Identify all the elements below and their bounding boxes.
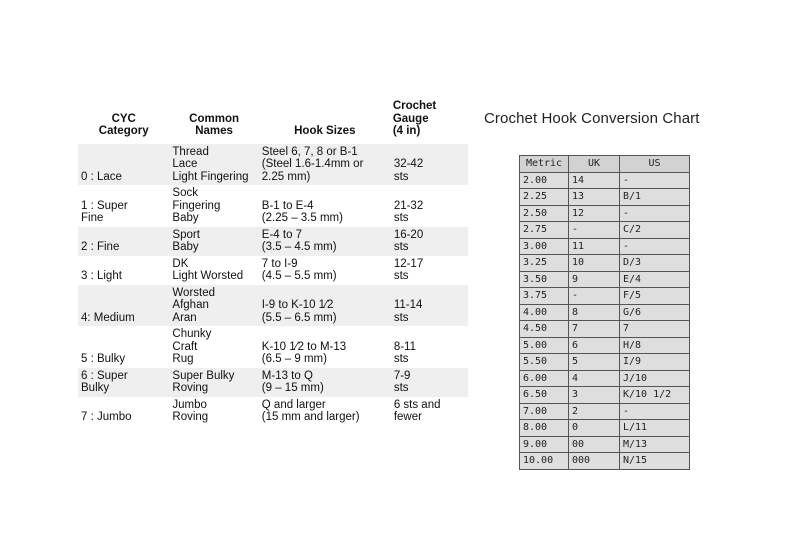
cell-metric: 6.50 <box>520 387 569 404</box>
table-row <box>520 172 690 189</box>
cell-metric: 2.00 <box>520 172 569 189</box>
cell-metric: 5.50 <box>520 354 569 371</box>
cell-us: J/10 <box>620 370 690 387</box>
cell-category: 0 : Lace <box>78 144 169 186</box>
cell-uk: 14 <box>569 172 620 189</box>
table-row <box>520 238 690 255</box>
table-row <box>520 420 690 437</box>
cell-us: - <box>620 205 690 222</box>
table-row <box>520 337 690 354</box>
table-row <box>520 255 690 272</box>
conversion-rows <box>520 172 690 469</box>
table-header-row <box>78 100 468 144</box>
cell-metric: 8.00 <box>520 420 569 437</box>
table-row <box>78 185 468 227</box>
cell-us: - <box>620 172 690 189</box>
cell-us: D/3 <box>620 255 690 272</box>
cell-gauge: 21-32 sts <box>393 199 424 224</box>
cell-metric: 4.00 <box>520 304 569 321</box>
cell-hook-sizes: I-9 to K-10 1⁄2 (5.5 – 6.5 mm) <box>259 285 391 327</box>
cell-us: - <box>620 238 690 255</box>
cell-us: H/8 <box>620 337 690 354</box>
cell-metric: 5.00 <box>520 337 569 354</box>
cell-gauge: 8-11 sts <box>393 340 416 365</box>
cell-metric: 2.50 <box>520 205 569 222</box>
header-crochet-gauge: Crochet Gauge (4 in) <box>392 100 437 137</box>
cell-us: B/1 <box>620 189 690 206</box>
table-row <box>520 205 690 222</box>
cell-uk: 13 <box>569 189 620 206</box>
cell-category: 4: Medium <box>78 285 169 327</box>
cell-uk: 8 <box>569 304 620 321</box>
cell-uk: 12 <box>569 205 620 222</box>
cell-us: C/2 <box>620 222 690 239</box>
table-row <box>520 271 690 288</box>
cell-common-names: DK Light Worsted <box>172 257 244 282</box>
cell-metric: 9.00 <box>520 436 569 453</box>
table-row <box>78 227 468 256</box>
cell-hook-sizes: Steel 6, 7, 8 or B-1 (Steel 1.6-1.4mm or 2.25 mm) <box>259 144 391 186</box>
cell-uk: - <box>569 288 620 305</box>
cell-hook-sizes: B-1 to E-4 (2.25 – 3.5 mm) <box>261 199 343 224</box>
cell-uk: 0 <box>569 420 620 437</box>
cell-uk: 5 <box>569 354 620 371</box>
cell-metric: 10.00 <box>520 453 569 470</box>
cell-us: M/13 <box>620 436 690 453</box>
cell-metric: 3.75 <box>520 288 569 305</box>
cell-uk: 3 <box>569 387 620 404</box>
cell-gauge: 12-17 sts <box>393 257 424 282</box>
cell-common-names: Sport Baby <box>169 227 258 256</box>
table-row <box>520 354 690 371</box>
cell-hook-sizes: M-13 to Q (9 – 15 mm) <box>259 368 391 397</box>
cell-category: 1 : Super Fine <box>81 199 128 224</box>
cell-metric: 6.00 <box>520 370 569 387</box>
cell-us: L/11 <box>620 420 690 437</box>
cell-uk: 00 <box>569 436 620 453</box>
cell-hook-sizes: K-10 1⁄2 to M-13 (6.5 – 9 mm) <box>261 340 347 365</box>
cell-hook-sizes: E-4 to 7 (3.5 – 4.5 mm) <box>259 227 391 256</box>
cell-uk: 9 <box>569 271 620 288</box>
yarn-category-rows <box>78 144 468 426</box>
table-row <box>520 370 690 387</box>
cell-us: I/9 <box>620 354 690 371</box>
hook-conversion-table <box>519 155 690 470</box>
table-row <box>78 397 468 426</box>
cell-metric: 3.00 <box>520 238 569 255</box>
cell-metric: 7.00 <box>520 403 569 420</box>
header-uk: UK <box>569 156 620 173</box>
cell-us: - <box>620 403 690 420</box>
cell-common-names: Chunky Craft Rug <box>172 328 212 365</box>
conversion-chart-title: Crochet Hook Conversion Chart <box>484 110 700 127</box>
header-cyc-category: CYC Category <box>98 112 149 137</box>
table-row <box>520 189 690 206</box>
table-row <box>520 304 690 321</box>
cell-uk: 11 <box>569 238 620 255</box>
cell-gauge: 16-20 sts <box>391 227 468 256</box>
conversion-header-row <box>520 156 690 173</box>
cell-gauge: 11-14 sts <box>391 285 468 327</box>
table-row <box>78 256 468 285</box>
cell-metric: 3.25 <box>520 255 569 272</box>
table-row <box>78 326 468 368</box>
cell-us: G/6 <box>620 304 690 321</box>
cell-us: N/15 <box>620 453 690 470</box>
cell-metric: 4.50 <box>520 321 569 338</box>
cell-category: 2 : Fine <box>78 227 169 256</box>
header-us: US <box>620 156 690 173</box>
cell-common-names: Super Bulky Roving <box>169 368 258 397</box>
cell-category: 3 : Light <box>81 270 122 282</box>
cell-common-names: Sock Fingering Baby <box>172 187 221 224</box>
table-row <box>78 285 468 327</box>
cell-hook-sizes: 7 to I-9 (4.5 – 5.5 mm) <box>261 257 337 282</box>
cell-uk: 000 <box>569 453 620 470</box>
cell-uk: 10 <box>569 255 620 272</box>
cell-us: E/4 <box>620 271 690 288</box>
cell-metric: 2.75 <box>520 222 569 239</box>
table-row <box>520 436 690 453</box>
cell-uk: - <box>569 222 620 239</box>
table-row <box>78 368 468 397</box>
cell-gauge: 6 sts and fewer <box>393 398 441 423</box>
yarn-category-table <box>78 100 468 426</box>
cell-hook-sizes: Q and larger (15 mm and larger) <box>261 398 360 423</box>
cell-gauge: 7-9 sts <box>391 368 468 397</box>
cell-us: F/5 <box>620 288 690 305</box>
cell-metric: 2.25 <box>520 189 569 206</box>
cell-uk: 7 <box>569 321 620 338</box>
header-hook-sizes: Hook Sizes <box>294 125 356 137</box>
cell-uk: 4 <box>569 370 620 387</box>
table-row <box>520 403 690 420</box>
cell-uk: 2 <box>569 403 620 420</box>
table-row <box>520 222 690 239</box>
table-row <box>78 144 468 186</box>
cell-metric: 3.50 <box>520 271 569 288</box>
cell-uk: 6 <box>569 337 620 354</box>
table-row <box>520 321 690 338</box>
table-row <box>520 387 690 404</box>
cell-gauge: 32-42 sts <box>391 144 468 186</box>
cell-us: K/10 1/2 <box>620 387 690 404</box>
cell-category: 7 : Jumbo <box>81 411 132 423</box>
cell-common-names: Thread Lace Light Fingering <box>169 144 258 186</box>
cell-us: 7 <box>620 321 690 338</box>
table-row <box>520 288 690 305</box>
cell-category: 5 : Bulky <box>81 353 126 365</box>
cell-category: 6 : Super Bulky <box>78 368 169 397</box>
header-metric: Metric <box>520 156 569 173</box>
table-row <box>520 453 690 470</box>
cell-common-names: Jumbo Roving <box>172 398 209 423</box>
header-common-names: Common Names <box>189 112 240 137</box>
cell-common-names: Worsted Afghan Aran <box>169 285 258 327</box>
